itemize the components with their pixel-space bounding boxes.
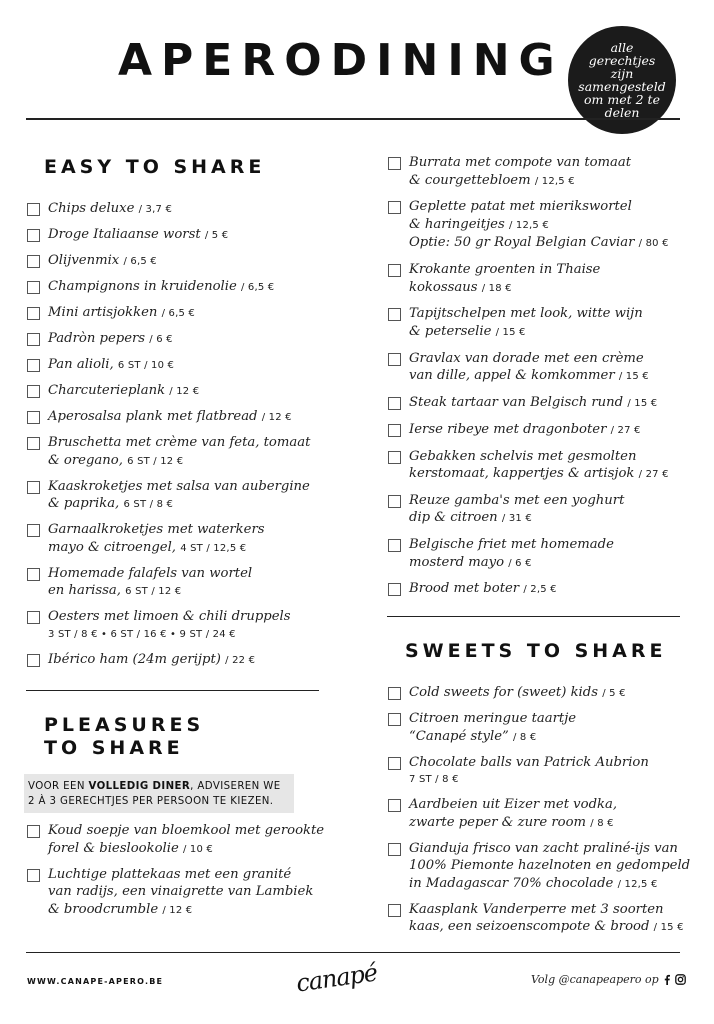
menu-item-text: Garnaalkroketjes met waterkers [48,522,265,537]
menu-item-price: / 12,5 € [617,878,658,890]
menu-item-text: Burrata met compote van tomaat [409,155,632,170]
menu-item-price: / 31 € [501,513,532,525]
menu-item-price: / 12 € [169,386,200,397]
menu-item-price: 6 ST / 8 € [123,499,174,510]
menu-item [387,536,687,572]
sweets-list [387,684,691,937]
menu-item-price: / 8 € [512,731,537,743]
menu-item-price: / 6 € [149,334,173,345]
menu-item-text: & courgettebloem / 12,5 € [409,172,575,188]
menu-item-text: Luchtige plattekaas met een granité [48,866,292,882]
checkbox[interactable] [27,281,40,294]
checkbox[interactable] [388,264,401,277]
menu-item-text: & broodcrumble / 12 € [48,901,193,917]
pleasures-section [26,714,326,760]
menu-item-price: / 3,7 € [138,204,173,215]
menu-item-text: Kaasplank Vanderperre met 3 soorten [409,901,664,917]
checkbox[interactable] [388,843,401,856]
menu-item [26,330,326,349]
checkbox[interactable] [388,451,401,464]
menu-item-price: / 6 € [508,557,532,569]
menu-item [26,252,326,271]
menu-item [387,350,687,386]
website-link[interactable]: WWW.CANAPE-APERO.BE [27,977,164,986]
menu-item-text: Aperosalsa plank met flatbread / 12 € [48,409,292,424]
menu-item-price: / 15 € [495,326,526,338]
easy-to-share-section [26,156,326,677]
checkbox[interactable] [27,255,40,268]
menu-item-option: Optie: 50 gr Royal Belgian Caviar / 80 € [409,235,669,251]
menu-item-text: Padròn pepers / 6 € [48,331,173,346]
dinner-advice-notice [24,774,294,813]
menu-item [387,840,691,894]
menu-item [387,421,687,440]
menu-item [26,822,326,858]
checkbox[interactable] [388,713,401,726]
menu-item-text: Brood met boter / 2,5 € [409,581,557,597]
menu-item [387,261,687,297]
menu-item-text: Chips deluxe / 3,7 € [48,201,173,216]
menu-item-text: van radijs, een vinaigrette van Lambiek [48,884,314,899]
menu-item-price: / 15 € [627,397,658,409]
checkbox[interactable] [27,654,40,667]
menu-item-text: Chocolate balls van Patrick Aubrion [409,754,649,770]
menu-item [26,434,326,470]
checkbox[interactable] [388,757,401,770]
menu-item [26,521,326,557]
menu-item-text: Champignons in kruidenolie / 6,5 € [48,279,275,294]
menu-item-text: Homemade falafels van wortel [48,565,253,581]
menu-item-price: / 15 € [618,371,649,383]
checkbox[interactable] [27,437,40,450]
menu-item-text: van dille, appel & komkommer / 15 € [409,368,649,384]
menu-item-text: Belgische friet met homemade [409,537,614,553]
menu-item [387,448,687,484]
checkbox[interactable] [388,799,401,812]
menu-item-price: 6 ST / 12 € [125,586,182,597]
pleasures-title: PLEASURES TO SHARE [44,714,205,759]
menu-item-text: en harissa, 6 ST / 12 € [48,583,182,598]
menu-item-text: Koud soepje van bloemkool met gerookte [48,823,325,838]
menu-item-text: Cold sweets for (sweet) kids / 5 € [409,685,626,700]
menu-item-text: Gebakken schelvis met gesmolten [409,448,637,464]
menu-item [26,278,326,297]
menu-item-text: Droge Italiaanse worst / 5 € [48,227,229,242]
menu-item-price: 6 ST / 10 € [117,360,175,371]
sweets-title: SWEETS TO SHARE [405,640,667,662]
menu-item-text: 100% Piemonte hazelnoten en gedompeld [409,858,691,873]
menu-item-text: forel & bieslookolie / 10 € [48,840,213,856]
checkbox[interactable] [388,904,401,917]
bottom-divider [26,952,680,953]
checkbox[interactable] [388,308,401,321]
menu-item-text: Aardbeien uit Eizer met vodka, [409,797,618,812]
menu-item-price: / 5 € [204,230,229,241]
menu-item-text: Citroen meringue taartje [409,711,577,726]
menu-item-price: 7 ST / 8 € [409,774,459,785]
menu-item [387,901,687,937]
checkbox[interactable] [27,359,40,372]
right-dishes-list [387,154,687,599]
checkbox[interactable] [388,495,401,508]
menu-item-option-price: / 80 € [638,238,669,250]
menu-item-price: / 12 € [162,904,193,916]
menu-item-price: / 18 € [481,282,512,294]
checkbox[interactable] [388,201,401,214]
menu-item-text: Mini artisjokken / 6,5 € [48,305,195,320]
menu-item-price: / 6,5 € [123,256,157,267]
checkbox[interactable] [388,157,401,170]
menu-item [26,866,326,920]
checkbox[interactable] [27,411,40,424]
checkbox[interactable] [27,611,40,624]
checkbox[interactable] [388,583,401,596]
menu-item-price: / 12 € [261,412,292,423]
menu-item-text: mayo & citroengel, 4 ST / 12,5 € [48,539,247,555]
menu-item-text: & haringeitjes / 12,5 € [409,216,549,232]
right-divider [387,616,680,617]
social-follow [531,973,686,986]
easy-to-share-title: EASY TO SHARE [44,156,266,178]
left-divider [26,690,319,691]
notice-text-bold: VOLLEDIG DINER [88,781,191,792]
menu-item-text: Pan alioli, 6 ST / 10 € [48,357,175,372]
checkbox[interactable] [27,307,40,320]
menu-item-text: Ibérico ham (24m gerijpt) / 22 € [48,651,256,667]
checkbox[interactable] [388,397,401,410]
menu-item-text: Gravlax van dorade met een crème [409,350,644,366]
notice-text-pre: VOOR EEN [28,781,89,792]
menu-item-text: Reuze gamba's met een yoghurt [409,492,625,508]
menu-item [387,796,687,832]
menu-item-text: Tapijtschelpen met look, witte wijn [409,306,643,322]
menu-item [387,154,687,190]
menu-item [26,565,326,601]
menu-item-text: “Canapé style” / 8 € [409,728,537,744]
sharing-badge: alle gerechtjes zijn samengesteld om met 2 te delen [568,26,676,134]
menu-item-price: / 22 € [225,654,256,666]
menu-item [26,408,326,427]
menu-item-text: & peterselie / 15 € [409,323,526,339]
menu-item-price: / 6,5 € [161,308,195,319]
menu-item-text: Kaaskroketjes met salsa van aubergine [48,478,310,494]
menu-item [26,478,326,514]
pleasures-list [26,822,326,919]
menu-item-price: 6 ST / 12 € [127,455,184,467]
menu-item [387,580,687,599]
checkbox[interactable] [388,539,401,552]
checkbox[interactable] [27,869,40,882]
menu-item [26,200,326,219]
menu-item [387,710,687,746]
menu-item-price: / 15 € [653,922,684,933]
checkbox[interactable] [388,687,401,700]
easy-to-share-list [26,200,326,669]
menu-item-text: Ierse ribeye met dragonboter / 27 € [409,421,641,437]
checkbox[interactable] [27,568,40,581]
page-title: APERODINING [118,35,564,86]
facebook-icon[interactable] [662,974,672,985]
menu-item-text: Charcuterieplank / 12 € [48,383,200,398]
menu-item-text: dip & citroen / 31 € [409,510,532,526]
menu-item-text: & oregano, 6 ST / 12 € [48,452,184,468]
menu-item-price: / 5 € [602,688,626,699]
checkbox[interactable] [27,333,40,346]
right-dishes-section [387,154,687,607]
menu-item [387,754,687,789]
checkbox[interactable] [388,424,401,437]
instagram-icon[interactable] [675,974,686,985]
menu-item [387,684,687,703]
checkbox[interactable] [27,203,40,216]
menu-item-price: 3 ST / 8 € • 6 ST / 16 € • 9 ST / 24 € [48,628,236,640]
menu-item-text: Geplette patat met mierikswortel [409,199,632,215]
menu-item-text: Olijvenmix / 6,5 € [48,253,157,268]
checkbox[interactable] [27,385,40,398]
menu-item-price: / 12,5 € [508,219,549,231]
menu-item-price: / 2,5 € [523,584,557,596]
menu-item [26,304,326,323]
menu-item-price: / 12,5 € [534,175,575,187]
menu-item [26,382,326,401]
menu-item [26,651,326,670]
menu-item-text: kaas, een seizoenscompote & brood / 15 € [409,919,684,934]
menu-item [26,608,326,643]
menu-item-text: kerstomaat, kappertjes & artisjok / 27 € [409,466,669,482]
menu-item-price: / 10 € [182,843,213,855]
checkbox[interactable] [27,825,40,838]
menu-item [387,492,687,528]
menu-item-text: & paprika, 6 ST / 8 € [48,496,174,511]
menu-item [26,356,326,375]
menu-item-price: 4 ST / 12,5 € [180,542,247,554]
menu-item-text: Bruschetta met crème van feta, tomaat [48,435,311,450]
canape-logo-signature: canapé [294,958,379,998]
follow-text: Volg @canapeapero op [531,973,659,986]
menu-item-text: zwarte peper & zure room / 8 € [409,814,614,830]
menu-item [26,226,326,245]
checkbox[interactable] [388,353,401,366]
checkbox[interactable] [27,481,40,494]
checkbox[interactable] [27,229,40,242]
menu-item-price: / 27 € [610,424,641,436]
menu-item-text: Steak tartaar van Belgisch rund / 15 € [409,394,658,410]
menu-item [387,305,687,341]
menu-item-price: / 27 € [638,469,669,481]
menu-item-price: / 8 € [590,817,614,829]
menu-item-price: / 6,5 € [240,282,275,293]
menu-item-text: Gianduja frisco van zacht praliné-ijs van [409,840,678,856]
menu-item-text: kokossaus / 18 € [409,279,512,295]
menu-item-text: Krokante groenten in Thaise [409,262,601,278]
menu-item-text: in Madagascar 70% chocolade / 12,5 € [409,875,658,891]
menu-item-text: mosterd mayo / 6 € [409,554,532,570]
menu-item [387,198,687,253]
menu-item-text: Oesters met limoen & chili druppels [48,609,291,624]
notice-text-post: , ADVISEREN WE 2 À 3 GERECHTJES PER PERSOON TE KIEZEN. [28,781,281,807]
menu-item [387,394,687,413]
top-divider [26,118,680,120]
sweets-section [387,640,691,944]
checkbox[interactable] [27,524,40,537]
